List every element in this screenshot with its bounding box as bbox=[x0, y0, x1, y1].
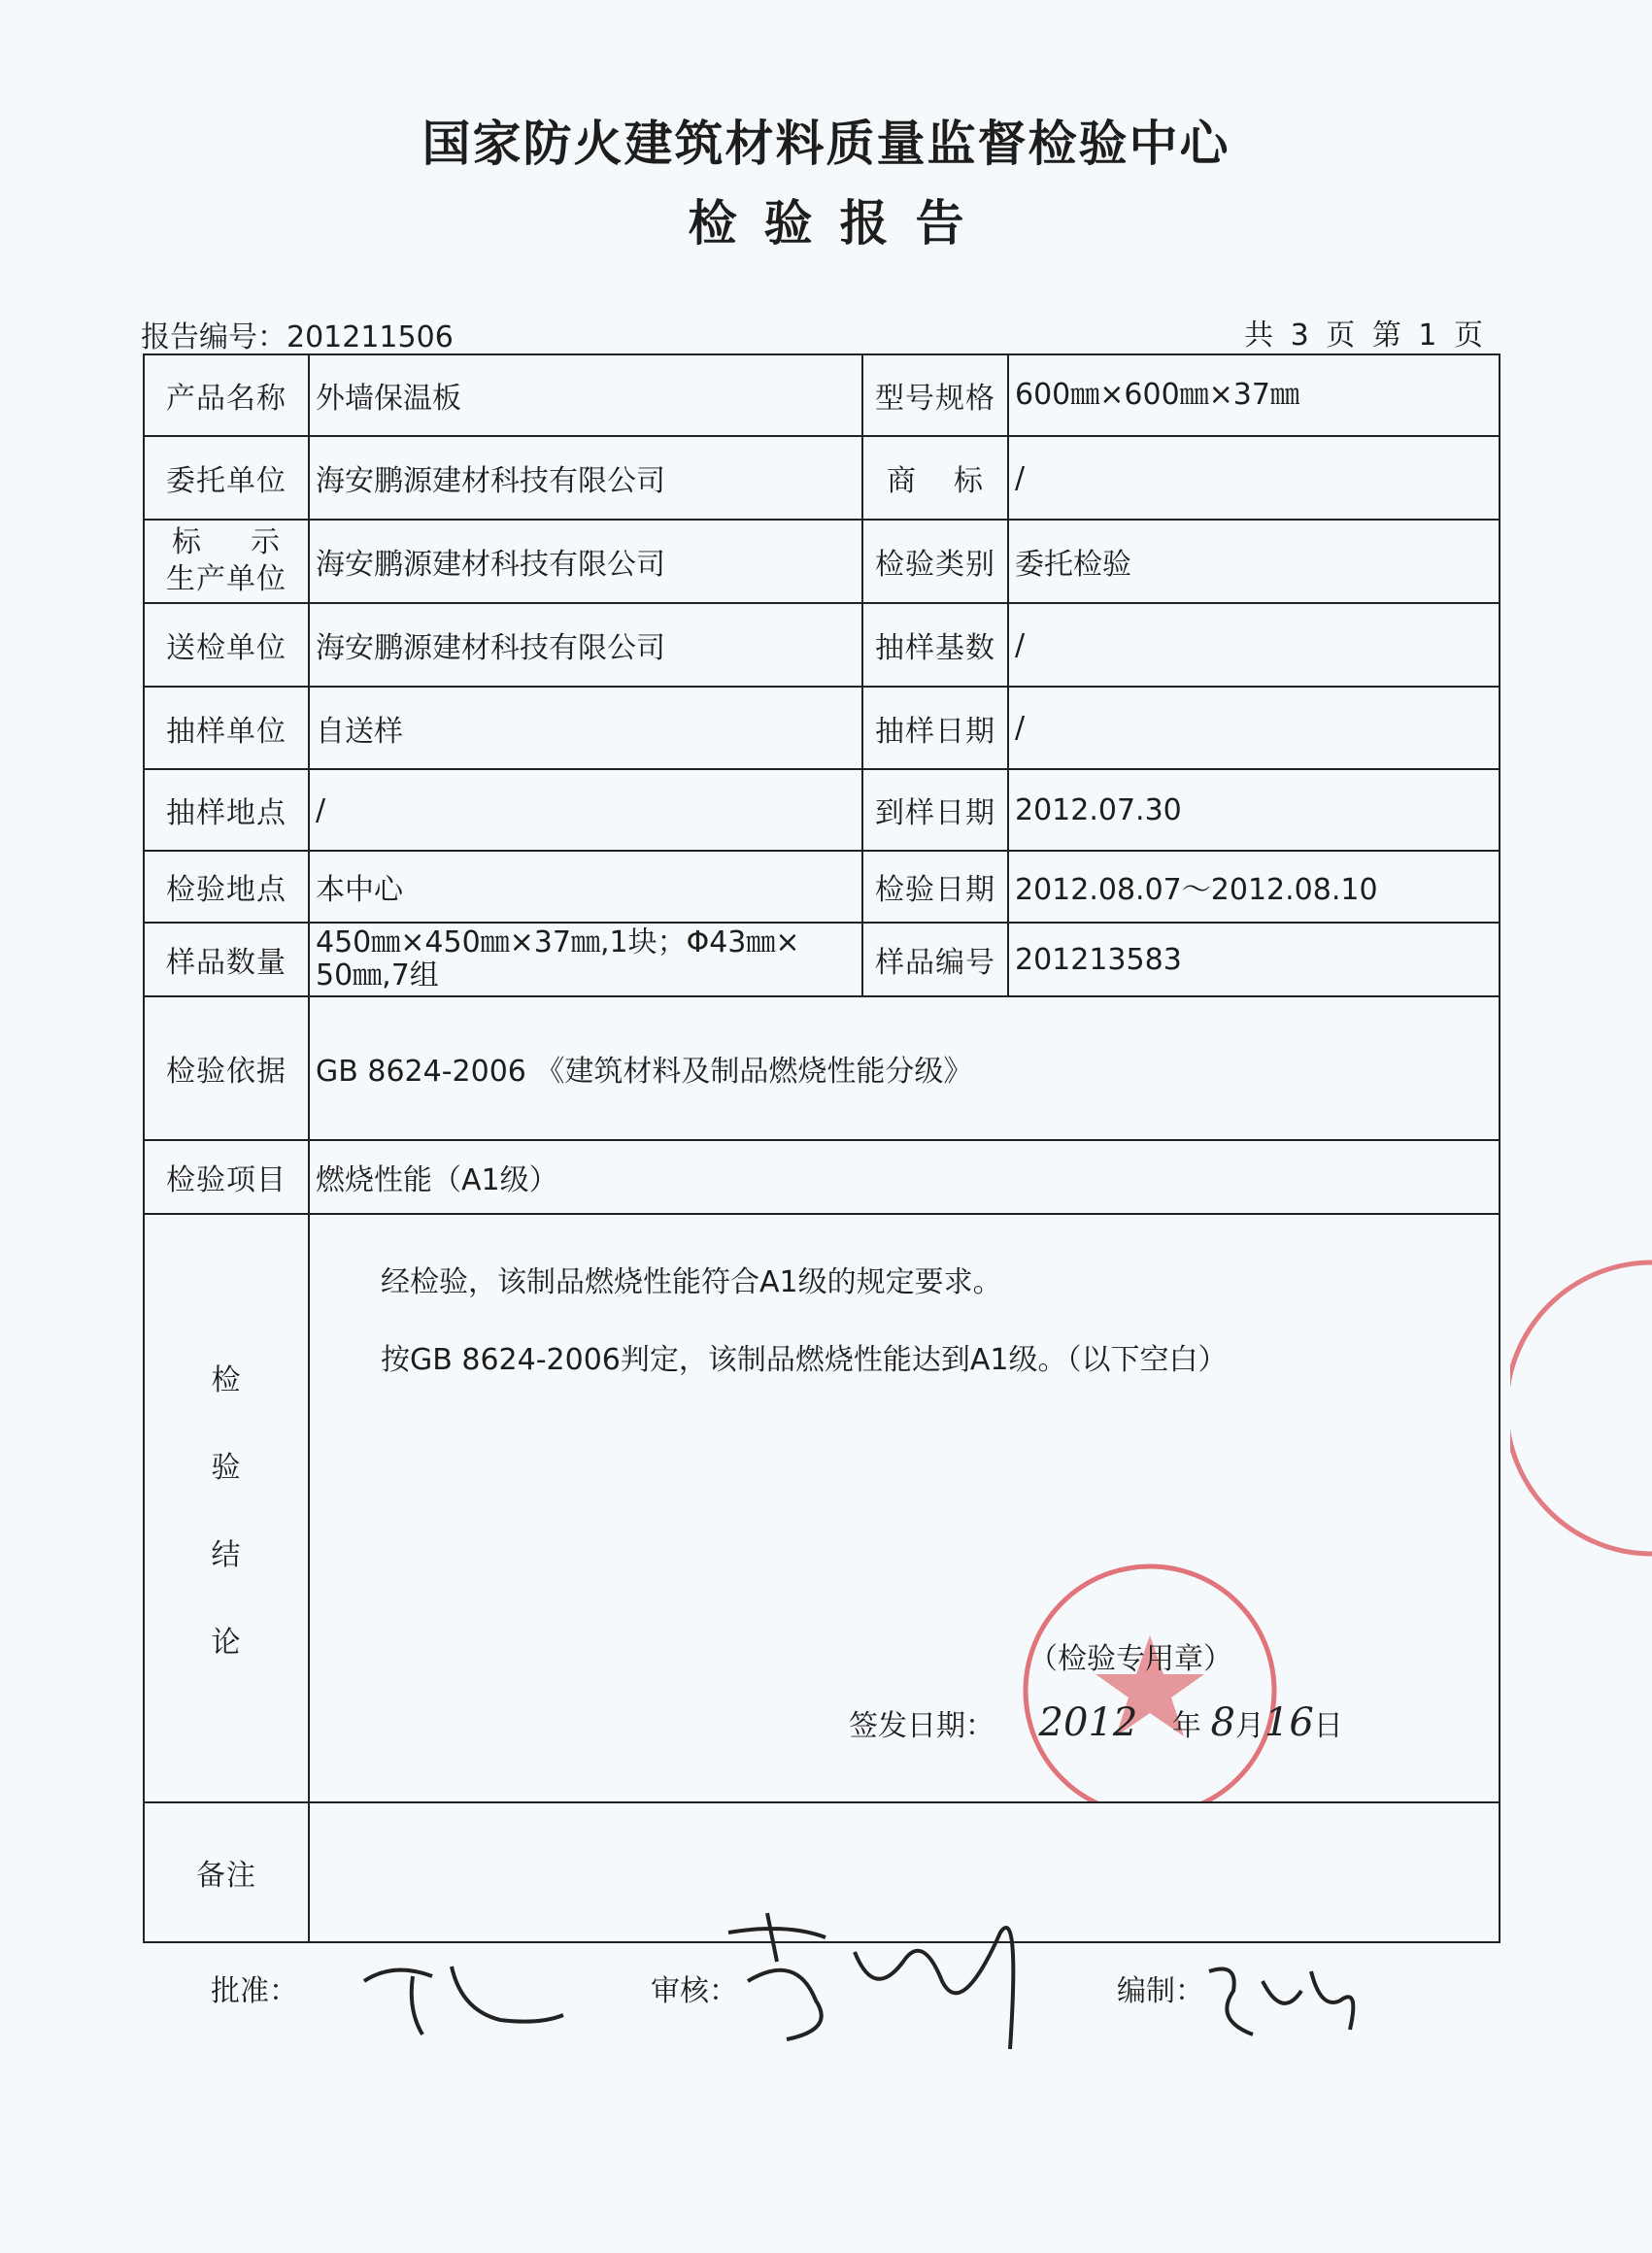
quantity-value bbox=[309, 923, 862, 996]
producer-value: 海安鹏源建材科技有限公司 bbox=[309, 520, 862, 603]
sample-place-label: 抽样地点 bbox=[144, 769, 309, 851]
producer-label-char: 示 bbox=[251, 525, 281, 559]
test-date-label: 检验日期 bbox=[862, 851, 1008, 923]
item-label: 检验项目 bbox=[144, 1140, 309, 1214]
brand-label bbox=[862, 436, 1008, 520]
report-number-value: 201211506 bbox=[287, 320, 454, 354]
report-number-label: 报告编号： bbox=[141, 320, 287, 354]
approve-label: 批准： bbox=[211, 1974, 298, 2008]
stamp-note: （检验专用章） bbox=[1028, 1642, 1232, 1676]
approve-signature bbox=[354, 1942, 568, 2049]
table-row bbox=[144, 436, 1500, 520]
test-type-value: 委托检验 bbox=[1008, 520, 1500, 603]
report-number bbox=[141, 313, 454, 355]
issue-date-month: 8 bbox=[1210, 1700, 1235, 1745]
submitter-label: 送检单位 bbox=[144, 603, 309, 687]
producer-label-line2: 生产单位 bbox=[166, 562, 287, 596]
review-label: 审核： bbox=[651, 1974, 738, 2008]
conclusion-row bbox=[144, 1214, 1500, 1802]
report-table bbox=[143, 353, 1500, 1943]
sample-place-value: / bbox=[309, 769, 862, 851]
product-name-value: 外墙保温板 bbox=[309, 354, 862, 436]
producer-label bbox=[144, 520, 309, 603]
brand-label-char: 标 bbox=[954, 464, 984, 498]
client-label: 委托单位 bbox=[144, 436, 309, 520]
product-name-label: 产品名称 bbox=[144, 354, 309, 436]
producer-label-char: 标 bbox=[172, 525, 202, 559]
sampler-label: 抽样单位 bbox=[144, 687, 309, 769]
conclusion-label-char: 结 bbox=[211, 1538, 242, 1572]
item-value: 燃烧性能（A1级） bbox=[309, 1140, 1500, 1214]
issue-date-day: 16 bbox=[1264, 1700, 1314, 1745]
basis-label: 检验依据 bbox=[144, 996, 309, 1140]
conclusion-label-char: 检 bbox=[211, 1363, 242, 1397]
sample-date-value: / bbox=[1008, 687, 1500, 769]
remarks-label: 备注 bbox=[144, 1802, 309, 1942]
test-place-label: 检验地点 bbox=[144, 851, 309, 923]
conclusion-label bbox=[144, 1214, 309, 1802]
table-row bbox=[144, 520, 1500, 603]
org-title: 国家防火建筑材料质量监督检验中心 bbox=[421, 116, 1231, 172]
table-row bbox=[144, 603, 1500, 687]
issue-date-year: 2012 bbox=[1038, 1700, 1138, 1745]
table-row bbox=[144, 687, 1500, 769]
prepare-label: 编制： bbox=[1117, 1974, 1204, 2008]
prepare-signature bbox=[1195, 1942, 1369, 2049]
table-row bbox=[144, 769, 1500, 851]
test-place-value: 本中心 bbox=[309, 851, 862, 923]
sample-date-label: 抽样日期 bbox=[862, 687, 1008, 769]
issue-date-year-unit: 年 bbox=[1171, 1709, 1201, 1743]
conclusion-label-char: 验 bbox=[211, 1451, 242, 1485]
conclusion-line-2: 按GB 8624-2006判定，该制品燃烧性能达到A1级。（以下空白） bbox=[381, 1343, 1228, 1377]
brand-value: / bbox=[1008, 436, 1500, 520]
submitter-value: 海安鹏源建材科技有限公司 bbox=[309, 603, 862, 687]
client-value: 海安鹏源建材科技有限公司 bbox=[309, 436, 862, 520]
table-row bbox=[144, 354, 1500, 436]
review-signature bbox=[709, 1894, 1039, 2059]
quantity-line: 450㎜×450㎜×37㎜,1块；Φ43㎜× bbox=[316, 925, 800, 959]
arrival-date-value: 2012.07.30 bbox=[1008, 769, 1500, 851]
conclusion-line-1: 经检验，该制品燃烧性能符合A1级的规定要求。 bbox=[381, 1265, 1002, 1299]
sample-base-value: / bbox=[1008, 603, 1500, 687]
issue-date-month-unit: 月 bbox=[1234, 1709, 1264, 1743]
sample-no-label: 样品编号 bbox=[862, 923, 1008, 996]
page-info: 共 3 页 第 1 页 bbox=[1244, 319, 1487, 353]
quantity-line: 50㎜,7组 bbox=[316, 958, 439, 992]
test-type-label: 检验类别 bbox=[862, 520, 1008, 603]
conclusion-body bbox=[309, 1214, 1500, 1802]
table-row bbox=[144, 996, 1500, 1140]
edge-stamp bbox=[1510, 1233, 1652, 1583]
arrival-date-label: 到样日期 bbox=[862, 769, 1008, 851]
conclusion-label-char: 论 bbox=[211, 1626, 242, 1660]
table-row bbox=[144, 851, 1500, 923]
quantity-label: 样品数量 bbox=[144, 923, 309, 996]
test-date-value: 2012.08.07～2012.08.10 bbox=[1008, 851, 1500, 923]
sample-base-label: 抽样基数 bbox=[862, 603, 1008, 687]
table-row bbox=[144, 923, 1500, 996]
issue-date-label: 签发日期： bbox=[849, 1709, 995, 1743]
issue-date bbox=[849, 1700, 1343, 1745]
model-value: 600㎜×600㎜×37㎜ bbox=[1008, 354, 1500, 436]
model-label: 型号规格 bbox=[862, 354, 1008, 436]
sampler-value: 自送样 bbox=[309, 687, 862, 769]
basis-value: GB 8624-2006 《建筑材料及制品燃烧性能分级》 bbox=[309, 996, 1500, 1140]
issue-date-day-unit: 日 bbox=[1313, 1709, 1343, 1743]
sample-no-value: 201213583 bbox=[1008, 923, 1500, 996]
brand-label-char: 商 bbox=[887, 464, 917, 498]
table-row bbox=[144, 1140, 1500, 1214]
doc-title: 检验报告 bbox=[688, 195, 992, 252]
